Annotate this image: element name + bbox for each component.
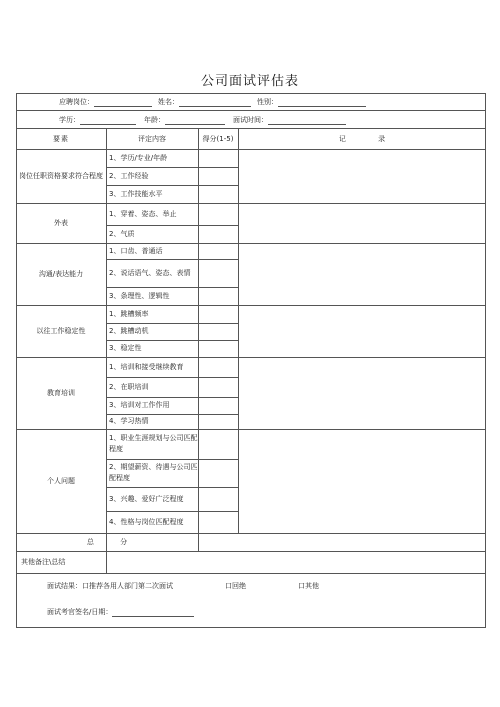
item-text: 3、工作技能水平 xyxy=(109,189,163,198)
item-text: 2、说话语气、姿态、表情 xyxy=(109,268,191,277)
item-text: 1、培训和接受继续教育 xyxy=(109,362,184,371)
age-label: 年龄： xyxy=(144,115,165,124)
header-record: 记 录 xyxy=(338,134,386,143)
name-label: 姓名： xyxy=(158,97,179,106)
remarks-label: 其他备注\总结 xyxy=(21,557,66,566)
total-label: 总 分 xyxy=(86,537,128,546)
signature-label: 面试考官签名/日期： xyxy=(47,607,113,616)
evaluation-form xyxy=(16,93,486,628)
total-score-field[interactable] xyxy=(198,533,486,551)
header-content: 评定内容 xyxy=(138,134,166,143)
item-text: 3、条理性、逻辑性 xyxy=(109,291,170,300)
item-text: 4、性格与岗位匹配程度 xyxy=(109,517,184,526)
header-score: 得分(1-5) xyxy=(202,134,234,143)
item-text: 4、学习热情 xyxy=(109,417,149,425)
item-text: 1、穿着、姿态、举止 xyxy=(109,209,177,218)
interview-time-label: 面试时间： xyxy=(233,115,268,124)
gender-field[interactable] xyxy=(278,98,366,107)
position-label: 应聘岗位： xyxy=(59,97,94,106)
group-name-personal: 个人问题 xyxy=(47,476,75,485)
form-title: 公司面试评估表 xyxy=(200,74,299,89)
item-text: 3、培训对工作作用 xyxy=(109,401,170,409)
education-label: 学历： xyxy=(59,115,80,124)
item-text: 1、跳槽频率 xyxy=(109,309,149,318)
header-factor: 要素 xyxy=(53,134,69,143)
group-name-appearance: 外表 xyxy=(54,218,68,227)
item-text: 2、工作经验 xyxy=(109,171,149,180)
gender-label: 性别： xyxy=(257,97,278,106)
interview-time-field[interactable] xyxy=(268,116,346,125)
education-field[interactable] xyxy=(80,116,136,125)
result-label: 面试结果： xyxy=(47,581,82,590)
signature-row xyxy=(44,599,484,625)
age-field[interactable] xyxy=(165,116,225,125)
group-name-training: 教育培训 xyxy=(47,388,75,397)
position-field[interactable] xyxy=(94,98,152,107)
info-row-1 xyxy=(56,93,366,111)
option-other[interactable]: 口其他 xyxy=(298,581,319,590)
item-text: 3、兴趣、爱好广泛程度 xyxy=(109,494,184,503)
option-recommend[interactable]: 口推荐各用人部门第二次面试 xyxy=(82,581,173,590)
info-row-2 xyxy=(56,111,346,129)
item-text: 2、在职培训 xyxy=(109,382,149,391)
remarks-field[interactable] xyxy=(106,551,486,573)
item-text: 1、学历/专业/年龄 xyxy=(109,153,168,162)
option-reject[interactable]: 口回绝 xyxy=(225,581,246,590)
group-name-stability: 以往工作稳定性 xyxy=(36,326,86,335)
group-name-communication: 沟通/表达能力 xyxy=(38,269,84,278)
item-text: 1、口齿、普通话 xyxy=(109,246,163,255)
item-text: 2、气质 xyxy=(109,229,135,238)
signature-field[interactable] xyxy=(112,608,194,617)
group-name-qualification: 岗位任职资格要求符合程度 xyxy=(19,171,103,180)
name-field[interactable] xyxy=(179,98,251,107)
item-text: 2、跳槽动机 xyxy=(109,327,149,335)
item-text: 3、稳定性 xyxy=(109,344,142,352)
item-text: 2、期望薪资、待遇与公司匹配程度 xyxy=(109,463,198,482)
result-row xyxy=(44,573,484,599)
item-text: 1、职业生涯规划与公司匹配程度 xyxy=(109,434,198,453)
